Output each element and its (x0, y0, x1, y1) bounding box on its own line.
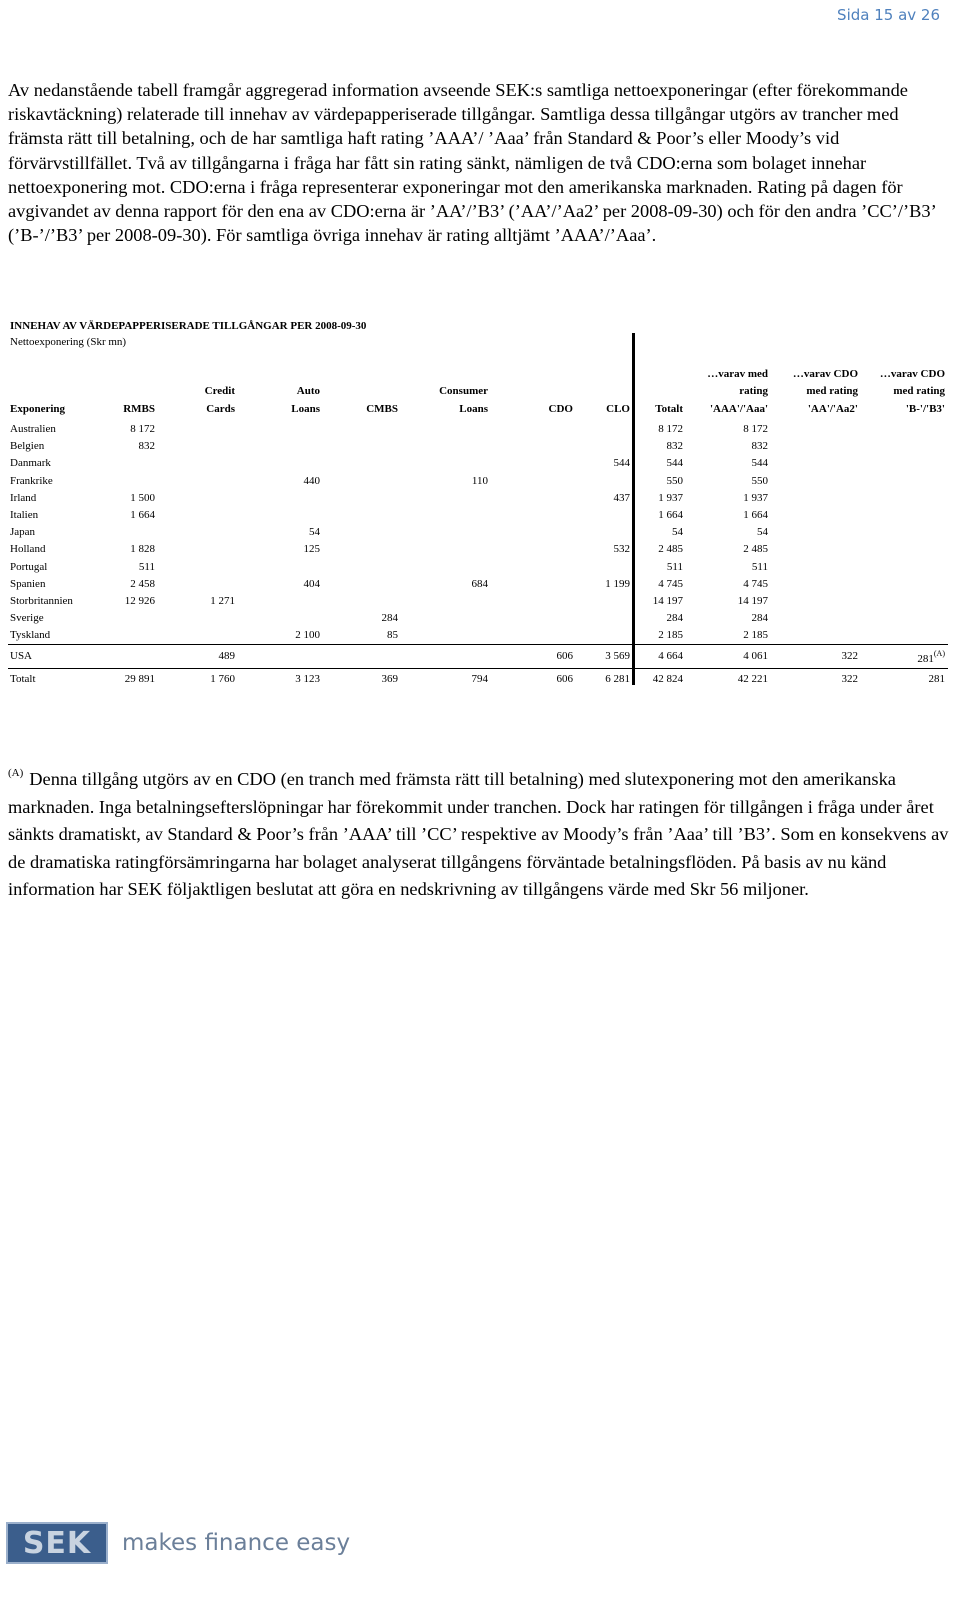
table-cell (861, 576, 948, 593)
table-cell (401, 559, 491, 576)
table-header-cell (633, 366, 686, 383)
table-cell-country: Holland (10, 543, 46, 556)
table-cell: 12 926 (124, 594, 155, 607)
table-cell (88, 627, 158, 645)
table-row-total (8, 669, 948, 690)
table-cell (238, 455, 323, 472)
table-cell (323, 576, 401, 593)
table-row (8, 610, 948, 627)
table-cell (158, 524, 238, 541)
table-cell (771, 610, 861, 627)
table-header-row (8, 383, 948, 400)
table-header-cell (491, 366, 576, 383)
table-cell: 110 (471, 474, 488, 487)
table-cell (88, 645, 158, 669)
table-cell: 125 (303, 543, 320, 556)
table-header-cell (576, 366, 633, 383)
table-cell: 2 485 (743, 543, 768, 556)
table-cell (323, 455, 401, 472)
table-cell (158, 576, 238, 593)
table-cell: 2 185 (658, 629, 683, 642)
table-cell (861, 593, 948, 610)
table-cell (401, 507, 491, 524)
table-cell (491, 541, 576, 558)
table-header-cell: 'AAA'/'Aaa' (709, 403, 768, 415)
table-cell (771, 627, 861, 645)
table-cell (576, 610, 633, 627)
table-cell (238, 593, 323, 610)
table-cell: 544 (666, 457, 683, 470)
table-cell (158, 473, 238, 490)
table-cell (861, 541, 948, 558)
table-cell (771, 541, 861, 558)
table-cell: 1 271 (210, 594, 235, 607)
table-header-cell (401, 366, 491, 383)
table-cell: 1 500 (130, 491, 155, 504)
table-header-cell: Loans (459, 403, 488, 415)
table-cell: 794 (401, 669, 491, 690)
table-cell (158, 490, 238, 507)
table-cell (576, 507, 633, 524)
table-cell: 284 (751, 612, 768, 625)
table-cell-country: Australien (10, 423, 56, 436)
table-cell (771, 418, 861, 438)
table-cell: 85 (387, 629, 398, 642)
table-cell: 684 (471, 577, 488, 590)
table-cell (771, 507, 861, 524)
table-cell (88, 473, 158, 490)
table-cell (491, 438, 576, 455)
table-header-cell (88, 366, 158, 383)
table-cell: 54 (672, 526, 683, 539)
table-cell: 404 (303, 577, 320, 590)
table-cell: USA (8, 645, 88, 669)
table-cell: 14 197 (737, 594, 768, 607)
table-cell (238, 559, 323, 576)
table-cell: 4 745 (658, 577, 683, 590)
footnote (8, 760, 952, 904)
table-header-cell (323, 383, 401, 400)
table-cell (491, 559, 576, 576)
table-cell: 437 (613, 491, 630, 504)
table-cell (861, 627, 948, 645)
exposure-table (8, 366, 948, 689)
table-cell (861, 524, 948, 541)
table-header-cell (633, 383, 686, 400)
table-cell (323, 418, 401, 438)
table-cell: 489 (158, 645, 238, 669)
table-cell: 440 (303, 474, 320, 487)
table-header-cell: CDO (548, 403, 573, 415)
table-cell (771, 576, 861, 593)
table-header-cell: Cards (206, 403, 235, 415)
table-header-cell: med rating (893, 385, 945, 397)
table-cell (771, 593, 861, 610)
sek-logo (6, 1522, 108, 1564)
table-row (8, 490, 948, 507)
table-cell (401, 524, 491, 541)
table-header-cell: …varav CDO (792, 368, 858, 380)
table-cell: 606 (491, 669, 576, 690)
table-cell (401, 593, 491, 610)
table-cell: 4 061 (686, 645, 771, 669)
table-cell (401, 627, 491, 645)
table-header-cell (8, 366, 88, 383)
table-header-cell: med rating (806, 385, 858, 397)
table-cell: 281 (861, 669, 948, 690)
table-cell: 2 485 (658, 543, 683, 556)
table-cell-country: Belgien (10, 440, 45, 453)
table-cell (323, 524, 401, 541)
table-header-cell: Credit (204, 385, 235, 397)
table-cell: 606 (491, 645, 576, 669)
table-cell: 544 (751, 457, 768, 470)
table-cell-country: Japan (10, 526, 36, 539)
table-cell: 6 281 (576, 669, 633, 690)
table-cell: 1 937 (658, 491, 683, 504)
table-cell (401, 455, 491, 472)
table-cell: 832 (138, 440, 155, 453)
table-body (8, 418, 948, 645)
table-cell: 1 937 (743, 491, 768, 504)
table-cell: 42 221 (686, 669, 771, 690)
table-header-cell: 'B-'/'B3' (905, 403, 945, 415)
table-cell (771, 473, 861, 490)
table-cell (323, 438, 401, 455)
table-cell (401, 541, 491, 558)
table-header-cell: Totalt (655, 403, 683, 415)
table-cell (158, 610, 238, 627)
table-cell: 8 172 (658, 423, 683, 436)
table-cell: 4 664 (633, 645, 686, 669)
table-cell: 3 123 (238, 669, 323, 690)
table-row-usa (8, 645, 948, 669)
table-cell (491, 627, 576, 645)
table-cell (861, 559, 948, 576)
table-header-cell: Consumer (439, 385, 488, 397)
table-cell: 8 172 (130, 423, 155, 436)
table-header-cell: CMBS (366, 403, 398, 415)
table-cell: Totalt (8, 669, 88, 690)
table-cell: 1 828 (130, 543, 155, 556)
table-cell (323, 490, 401, 507)
table-cell (861, 438, 948, 455)
table-cell (491, 418, 576, 438)
table-cell (158, 507, 238, 524)
table-cell: 14 197 (652, 594, 683, 607)
table-header-cell: Exponering (10, 403, 66, 415)
table-cell (576, 627, 633, 645)
table-cell: 3 569 (576, 645, 633, 669)
table-header-cell (576, 383, 633, 400)
table-cell (576, 524, 633, 541)
table-cell-country: Sverige (10, 612, 44, 625)
table-cell (88, 610, 158, 627)
table-cell (238, 418, 323, 438)
table-cell-country: Portugal (10, 560, 48, 573)
table-header-cell (88, 383, 158, 400)
table-cell-country: Italien (10, 509, 39, 522)
table-cell-country: Storbritannien (10, 594, 73, 607)
table-header-cell (158, 366, 238, 383)
table-header-cell (323, 366, 401, 383)
table-cell (158, 455, 238, 472)
table-cell (323, 593, 401, 610)
table-cell (576, 559, 633, 576)
table-cell (491, 593, 576, 610)
table-cell (771, 455, 861, 472)
intro-text: Av nedanstående tabell framgår aggregerad information avseende SEK:s samtliga nettoexponeringar (efter förekommande riskavtäckning) relaterade till innehav av värdepapperiserade tillgångar. Samtliga dessa tillgångar utgörs av trancher med främsta rätt till betalning, och de har samtliga haft rating ’AAA’/ ’Aaa’ från Standard & Poor’s eller Moody’s vid förvärvstillfället. Två av tillgångarna i fråga har fått sin rating sänkt, nämligen de två CDO:erna som bolaget innehar nettoexponering mot. CDO:erna i fråga representerar exponeringar mot den amerikanska marknaden. Rating på dagen för avgivandet av denna rapport för den ena av CDO:erna är ’AA’/’B3’ (’AA’/’Aa2’ per 2008-09-30) och för den andra ’CC’/’B3’ (’B-’/’B3’ per 2008-09-30). För samtliga övriga innehav är rating alltjämt ’AAA’/’Aaa’. (8, 80, 936, 246)
table-cell: 511 (751, 560, 768, 573)
table-row (8, 541, 948, 558)
table-cell (158, 541, 238, 558)
table-row (8, 576, 948, 593)
table-cell-country: Tyskland (10, 629, 51, 642)
table-cell: 322 (771, 669, 861, 690)
table-cell: 544 (613, 457, 630, 470)
table-row (8, 559, 948, 576)
table-cell (401, 610, 491, 627)
footnote-reference: (A) (933, 649, 945, 659)
table-cell: 54 (309, 526, 320, 539)
table-cell (323, 473, 401, 490)
table-cell: 1 199 (605, 577, 630, 590)
table-cell (158, 418, 238, 438)
table-row (8, 524, 948, 541)
table-subtitle: Nettoexponering (Skr mn) (10, 336, 127, 348)
table-cell-value: 281 (917, 653, 934, 666)
table-cell (401, 438, 491, 455)
table-header-cell: …varav med (707, 368, 768, 380)
table-cell (771, 559, 861, 576)
table-cell (491, 507, 576, 524)
table-header-cell (238, 366, 323, 383)
table-cell (491, 610, 576, 627)
table-title: INNEHAV AV VÄRDEPAPPERISERADE TILLGÅNGAR PER 2008-09-30 (10, 320, 367, 332)
table-cell-country: Frankrike (10, 474, 53, 487)
table-cell (861, 418, 948, 438)
table-cell-country: Spanien (10, 577, 46, 590)
table-cell (861, 610, 948, 627)
table-cell (491, 490, 576, 507)
table-cell: 54 (757, 526, 768, 539)
table-cell: 511 (666, 560, 683, 573)
table-cell (401, 490, 491, 507)
table-header-row (8, 366, 948, 383)
table-cell (238, 507, 323, 524)
table-row (8, 418, 948, 438)
footnote-text: Denna tillgång utgörs av en CDO (en tranch med främsta rätt till betalning) med slutexponering mot den amerikanska marknaden. Inga betalningsefterslöpningar har förekommit under tranchen. Dock har ratingen för tillgången i fråga under året sänkts dramatiskt, av Standard & Poor’s från ’AAA’ till ’CC’ respektive av Moody’s från ’Aaa’ till ’B3’. Som en konsekvens av de dramatiska ratingförsämringarna har bolaget analyserat tillgångens förväntade betalningsflöden. På basis av nu känd information har SEK följaktligen beslutat att göra en nedskrivning av tillgångens värde med Skr 56 miljoner. (8, 769, 949, 899)
table-cell (323, 559, 401, 576)
table-cell: 284 (381, 612, 398, 625)
table-cell (401, 645, 491, 669)
table-cell (238, 490, 323, 507)
table-header-cell (491, 383, 576, 400)
table-cell: 1 760 (158, 669, 238, 690)
table-cell (576, 473, 633, 490)
table-cell: 2 185 (743, 629, 768, 642)
table-cell: 29 891 (88, 669, 158, 690)
table-cell (576, 418, 633, 438)
table-summary (8, 645, 948, 690)
table-cell (491, 576, 576, 593)
table-cell (861, 473, 948, 490)
table-cell: 832 (751, 440, 768, 453)
table-cell: 832 (666, 440, 683, 453)
table-cell-country: Danmark (10, 457, 51, 470)
table-cell (323, 541, 401, 558)
intro-paragraph (8, 78, 952, 247)
table-row (8, 507, 948, 524)
table-header-cell: …varav CDO (879, 368, 945, 380)
table-cell: 550 (751, 474, 768, 487)
footnote-paragraph (8, 760, 952, 904)
table-cell (158, 627, 238, 645)
table-cell (158, 438, 238, 455)
table-cell: 322 (771, 645, 861, 669)
table-cell: 532 (613, 543, 630, 556)
table-header-cell: CLO (606, 403, 630, 415)
table-cell (771, 490, 861, 507)
table-cell (158, 559, 238, 576)
table-cell (491, 524, 576, 541)
table-cell: 1 664 (743, 509, 768, 522)
footnote-mark: (A) (8, 767, 24, 779)
table-cell (88, 455, 158, 472)
table-cell (861, 455, 948, 472)
table-cell (238, 645, 323, 669)
table-cell: 2 100 (295, 629, 320, 642)
table-cell (771, 524, 861, 541)
table-cell (861, 507, 948, 524)
table-cell (576, 593, 633, 610)
table-cell (323, 507, 401, 524)
table-cell (88, 524, 158, 541)
table-cell: 511 (138, 560, 155, 573)
table-row (8, 473, 948, 490)
page-number: Sida 15 av 26 (837, 6, 940, 24)
table-cell (491, 473, 576, 490)
table-header-cell: Auto (296, 385, 320, 397)
table-cell: 8 172 (743, 423, 768, 436)
table-header-row (8, 400, 948, 418)
table-cell-with-footnote (861, 645, 948, 669)
table-cell: 369 (323, 669, 401, 690)
table-cell (576, 438, 633, 455)
table-cell (491, 455, 576, 472)
table-header-cell: rating (739, 385, 768, 397)
table-cell: 284 (666, 612, 683, 625)
table-cell: 2 458 (130, 577, 155, 590)
table-cell: 4 745 (743, 577, 768, 590)
table-cell (238, 610, 323, 627)
table-cell (861, 490, 948, 507)
table-cell: 550 (666, 474, 683, 487)
table-cell (401, 418, 491, 438)
footer-tagline: makes finance easy (122, 1530, 351, 1556)
logo-text: SEK (22, 1525, 92, 1561)
table-row (8, 627, 948, 645)
table-row (8, 455, 948, 472)
table-cell: 1 664 (658, 509, 683, 522)
table-cell: 1 664 (130, 509, 155, 522)
table-row (8, 593, 948, 610)
table-cell (771, 438, 861, 455)
table-cell: 42 824 (633, 669, 686, 690)
table-header-cell: Loans (291, 403, 320, 415)
table-cell (323, 645, 401, 669)
table-cell (238, 438, 323, 455)
table-header-cell: RMBS (123, 403, 155, 415)
table-cell-country: Irland (10, 491, 37, 504)
table-header-cell (8, 383, 88, 400)
table-header-cell: 'AA'/'Aa2' (807, 403, 858, 415)
table-row (8, 438, 948, 455)
